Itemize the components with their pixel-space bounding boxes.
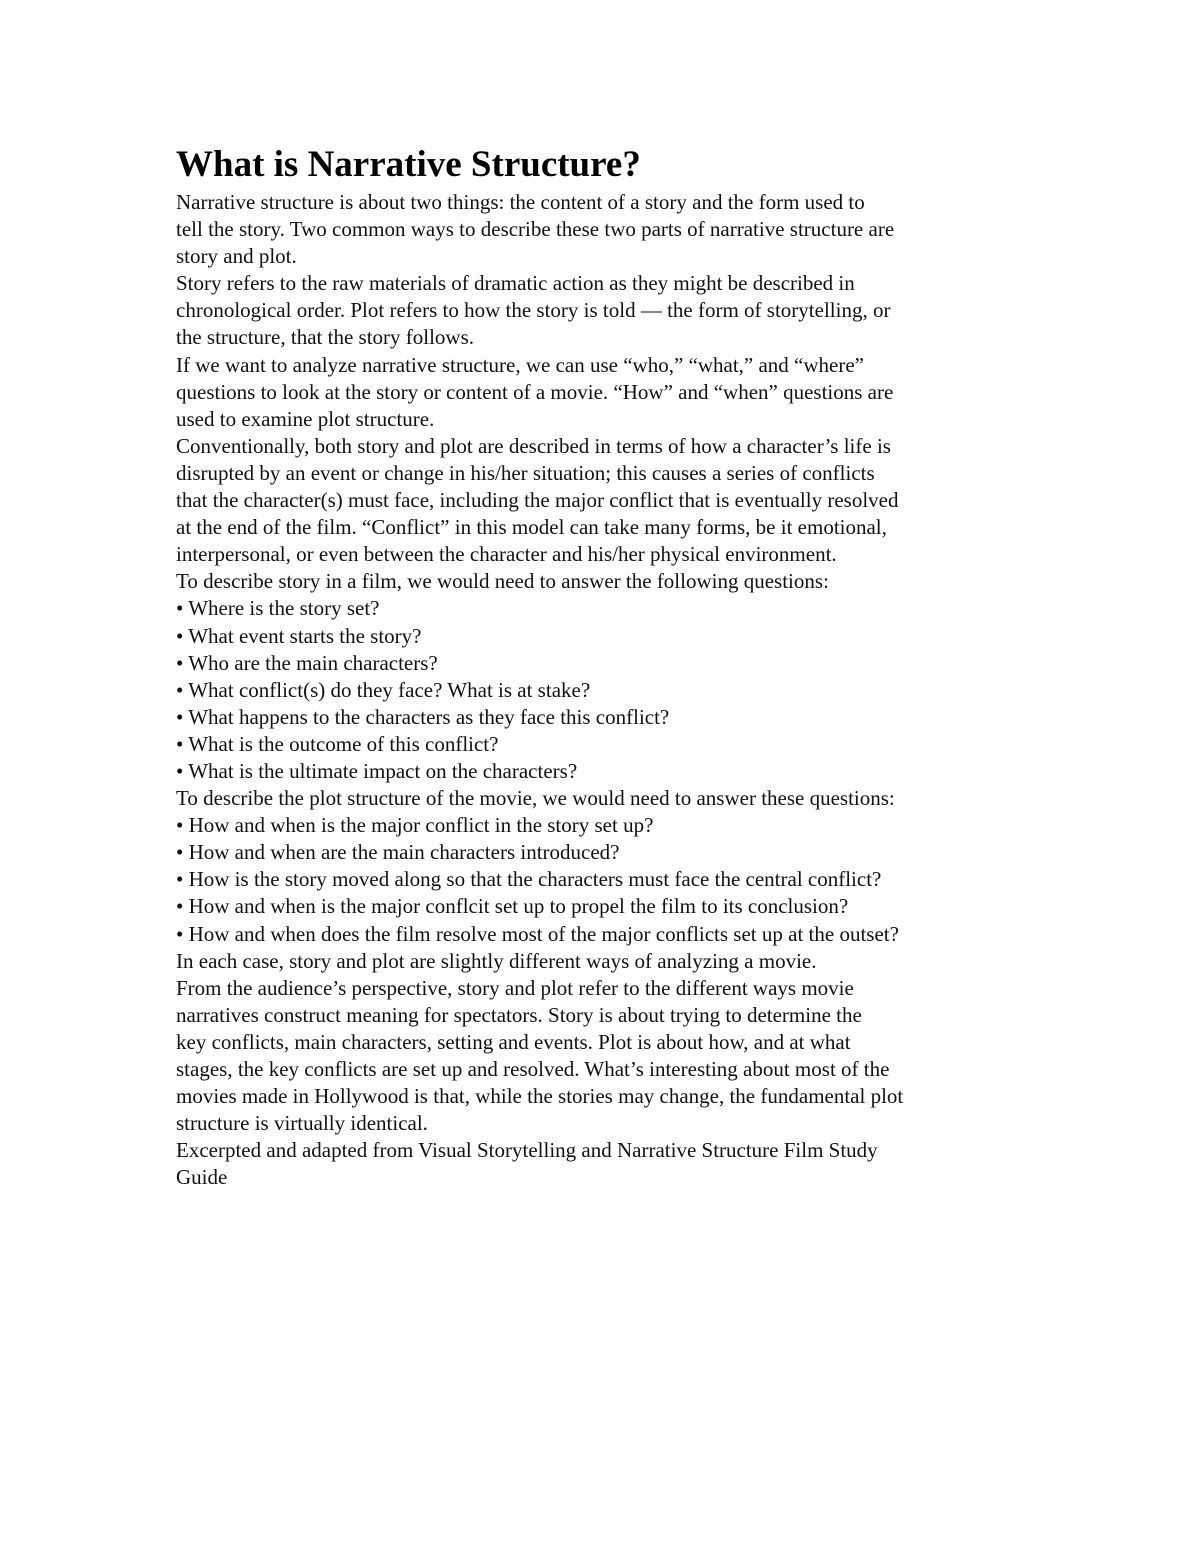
page-title: What is Narrative Structure? <box>176 144 641 185</box>
text-line: chronological order. Plot refers to how the story is told — the form of storytelling, or <box>176 298 891 323</box>
text-line: stages, the key conflicts are set up and resolved. What’s interesting about most of the <box>176 1057 890 1081</box>
text-line: Story refers to the raw materials of dramatic action as they might be described in <box>176 271 855 296</box>
text-line: story and plot. <box>176 244 297 269</box>
text-line: used to examine plot structure. <box>176 406 435 431</box>
list-item: • What is the outcome of this conflict? <box>176 731 499 756</box>
source-citation-line: Guide <box>176 1165 228 1190</box>
text-line: In each case, story and plot are slightly different ways of analyzing a movie. <box>176 948 817 973</box>
text-line: tell the story. Two common ways to describe these two parts of narrative structure are <box>176 217 895 242</box>
list-item: • What event starts the story? <box>176 623 422 648</box>
list-item: • How and when are the main characters introduced? <box>176 840 620 865</box>
text-line: Conventionally, both story and plot are described in terms of how a character’s life is <box>176 433 891 458</box>
text-line: To describe the plot structure of the movie, we would need to answer these questions: <box>176 786 895 811</box>
list-item: • What happens to the characters as they face this conflict? <box>176 704 670 729</box>
text-line: narratives construct meaning for spectators. Story is about trying to determine the <box>176 1002 862 1027</box>
list-item: • How and when does the film resolve most of the major conflicts set up at the outset? <box>176 921 899 946</box>
document-body <box>176 189 1006 1191</box>
source-citation-line: Excerpted and adapted from Visual Storytelling and Narrative Structure Film Study <box>176 1138 878 1163</box>
text-line: questions to look at the story or content of a movie. “How” and “when” questions are <box>176 379 894 404</box>
text-line: structure is virtually identical. <box>176 1111 428 1136</box>
list-item: • What is the ultimate impact on the characters? <box>176 758 578 783</box>
text-line: To describe story in a film, we would need to answer the following questions: <box>176 569 829 594</box>
list-item: • Who are the main characters? <box>176 650 438 675</box>
list-item: • What conflict(s) do they face? What is at stake? <box>176 677 591 702</box>
list-item: • How is the story moved along so that the characters must face the central conflict? <box>176 867 882 892</box>
list-item: • Where is the story set? <box>176 596 380 621</box>
text-line: the structure, that the story follows. <box>176 325 475 350</box>
text-line: From the audience’s perspective, story and plot refer to the different ways movie <box>176 975 854 1000</box>
text-line: movies made in Hollywood is that, while the stories may change, the fundamental plot <box>176 1084 904 1109</box>
text-line: Narrative structure is about two things: the content of a story and the form used to <box>176 190 865 214</box>
text-line: key conflicts, main characters, setting and events. Plot is about how, and at what <box>176 1029 851 1054</box>
text-line: that the character(s) must face, including the major conflict that is eventually resolved <box>176 488 899 513</box>
list-item: • How and when is the major conflcit set up to propel the film to its conclusion? <box>176 894 849 919</box>
text-line: disrupted by an event or change in his/her situation; this causes a series of conflicts <box>176 460 875 485</box>
text-line: interpersonal, or even between the character and his/her physical environment. <box>176 542 837 567</box>
text-line: at the end of the film. “Conflict” in this model can take many forms, be it emotional, <box>176 515 887 540</box>
document-page <box>176 142 1006 1191</box>
list-item: • How and when is the major conflict in the story set up? <box>176 813 654 838</box>
text-line: If we want to analyze narrative structure, we can use “who,” “what,” and “where” <box>176 352 864 377</box>
